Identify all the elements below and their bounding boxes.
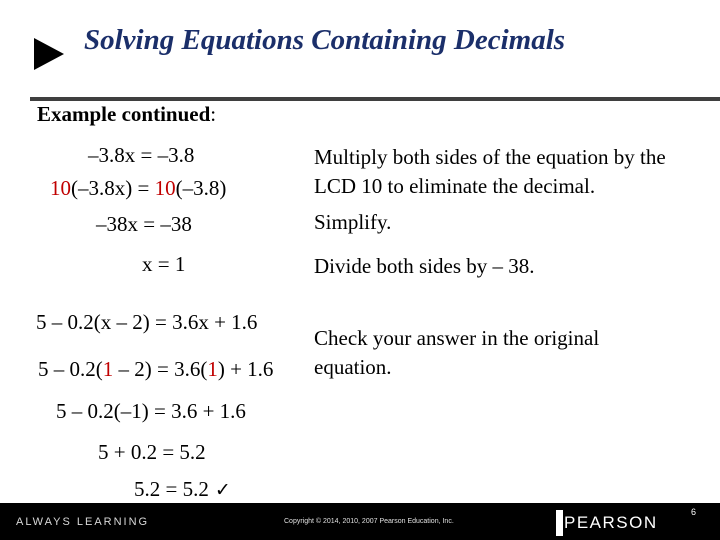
equation-step-3: –38x = –38 [96,212,192,236]
substituted-x-2: 1 [207,357,218,381]
example-heading [37,102,216,127]
example-colon: : [210,102,217,126]
check-line-2 [38,357,273,382]
step-description-2: Simplify. [314,210,392,234]
copyright-notice: Copyright © 2014, 2010, 2007 Pearson Education, Inc. [284,518,454,525]
lcd-multiplier-left: 10 [50,176,71,200]
equation-step-2-left: (–3.8x) = [71,176,155,200]
pearson-logo-text: PEARSON [564,513,658,532]
check-line-2-a: 5 – 0.2( [38,357,103,381]
title-divider [30,97,720,101]
example-label: Example continued [37,102,211,126]
check-line-1: 5 – 0.2(x – 2) = 3.6x + 1.6 [36,310,258,334]
pearson-logo-bar [556,510,563,536]
pearson-logo [556,510,672,536]
equation-step-2 [50,176,226,201]
arrow-bullet-icon [34,38,64,70]
checkmark-icon: ✓ [214,479,231,501]
equation-step-2-right: (–3.8) [175,176,227,200]
check-line-5-text: 5.2 = 5.2 [134,477,209,501]
page-number: 6 [691,507,697,517]
footer-bar [0,503,720,540]
check-line-2-c: – 2) = 3.6( [113,357,208,381]
substituted-x-1: 1 [102,357,114,381]
equation-step-4: x = 1 [142,252,186,276]
footer-tagline: ALWAYS LEARNING [16,516,150,528]
step-description-1: Multiply both sides of the equation by the LCD 10 to eliminate the decimal. [314,145,666,198]
slide-title: Solving Equations Containing Decimals [84,24,566,56]
check-line-2-e: ) + 1.6 [217,357,274,381]
check-line-5 [134,477,231,502]
step-description-3: Divide both sides by – 38. [314,254,535,278]
check-line-3: 5 – 0.2(–1) = 3.6 + 1.6 [56,399,246,423]
step-description-4: Check your answer in the original equation. [314,326,600,379]
slide-header [0,0,720,100]
equation-step-1: –3.8x = –3.8 [88,143,195,167]
check-line-4: 5 + 0.2 = 5.2 [98,440,206,464]
lcd-multiplier-right: 10 [154,176,176,200]
